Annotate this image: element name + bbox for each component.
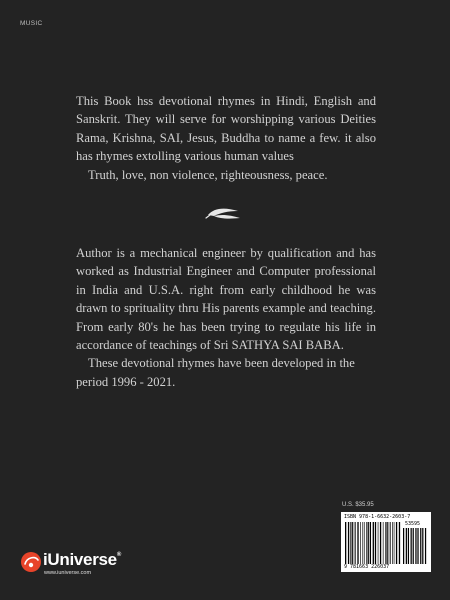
barcode [341,512,431,572]
barcode-bar [375,522,376,564]
barcode-addon-bars [403,528,427,564]
barcode-bar [385,522,386,564]
barcode-bar [373,522,374,564]
barcode-bar [403,528,404,564]
barcode-bar [370,522,371,564]
barcode-bar [394,522,395,564]
values-line: Truth, love, non violence, righteousness, peace. [88,167,328,182]
barcode-bar [354,522,355,564]
barcode-bar [425,528,426,564]
period-paragraph: These devotional rhymes have been developed in the period 1996 - 2021. [76,356,355,389]
intro-paragraph: This Book hss devotional rhymes in Hindi, English and Sanskrit. They will serve for worshipping various Deities Rama, Krishna, SAI, Jesus, Buddha to name a few. it also has rhymes extolling various human values [76,94,376,164]
barcode-bar [390,522,391,564]
barcode-bar [362,522,363,564]
leaf-ornament-icon [204,206,244,220]
barcode-bar [352,522,353,564]
barcode-bar [380,522,381,564]
barcode-bar [408,528,409,564]
barcode-bar [355,522,356,564]
publisher-url: www.iuniverse.com [44,570,92,576]
barcode-bar [415,528,416,564]
barcode-bar [378,522,379,564]
publisher-logo [20,550,140,580]
barcode-bar [411,528,412,564]
barcode-bar [392,522,393,564]
barcode-bar [348,522,349,564]
barcode-bar [364,522,365,564]
barcode-bar [417,528,418,564]
barcode-bar [368,522,369,564]
barcode-bar [396,522,397,564]
isbn-text: ISBN 978-1-6632-2603-7 [344,514,411,520]
publisher-name: iUniverse® [43,550,121,569]
barcode-addon-digits: 53595 [405,521,421,527]
author-bio [76,244,376,391]
barcode-bar [345,522,346,564]
barcode-bar [389,522,390,564]
barcode-bar [399,522,400,564]
barcode-bar [406,528,407,564]
barcode-bar [420,528,421,564]
author-paragraph: Author is a mechanical engineer by qualification and has worked as Industrial Engineer and Computer professional in India and U.S.A. right from early childhood he was drawn to sprituality thru His parents example and teaching. From early 80's he has been trying to regulate his life in accordance of teachings of Sri SATHYA SAI BABA. [76,246,376,353]
iuniverse-logo-icon [20,551,42,573]
barcode-bar [422,528,423,564]
barcode-bar [357,522,358,564]
barcode-bars [345,522,401,564]
category-label: MUSIC [20,20,43,27]
barcode-digits: 9 781663 226037 [344,564,390,570]
barcode-bar [383,522,384,564]
barcode-bar [386,522,387,564]
barcode-bar [360,522,361,564]
barcode-bar [413,528,414,564]
barcode-bar [366,522,367,564]
trademark-mark: ® [116,552,121,558]
intro-blurb [76,92,376,184]
price-label: U.S. $35.95 [342,502,374,508]
barcode-bar [350,522,351,564]
